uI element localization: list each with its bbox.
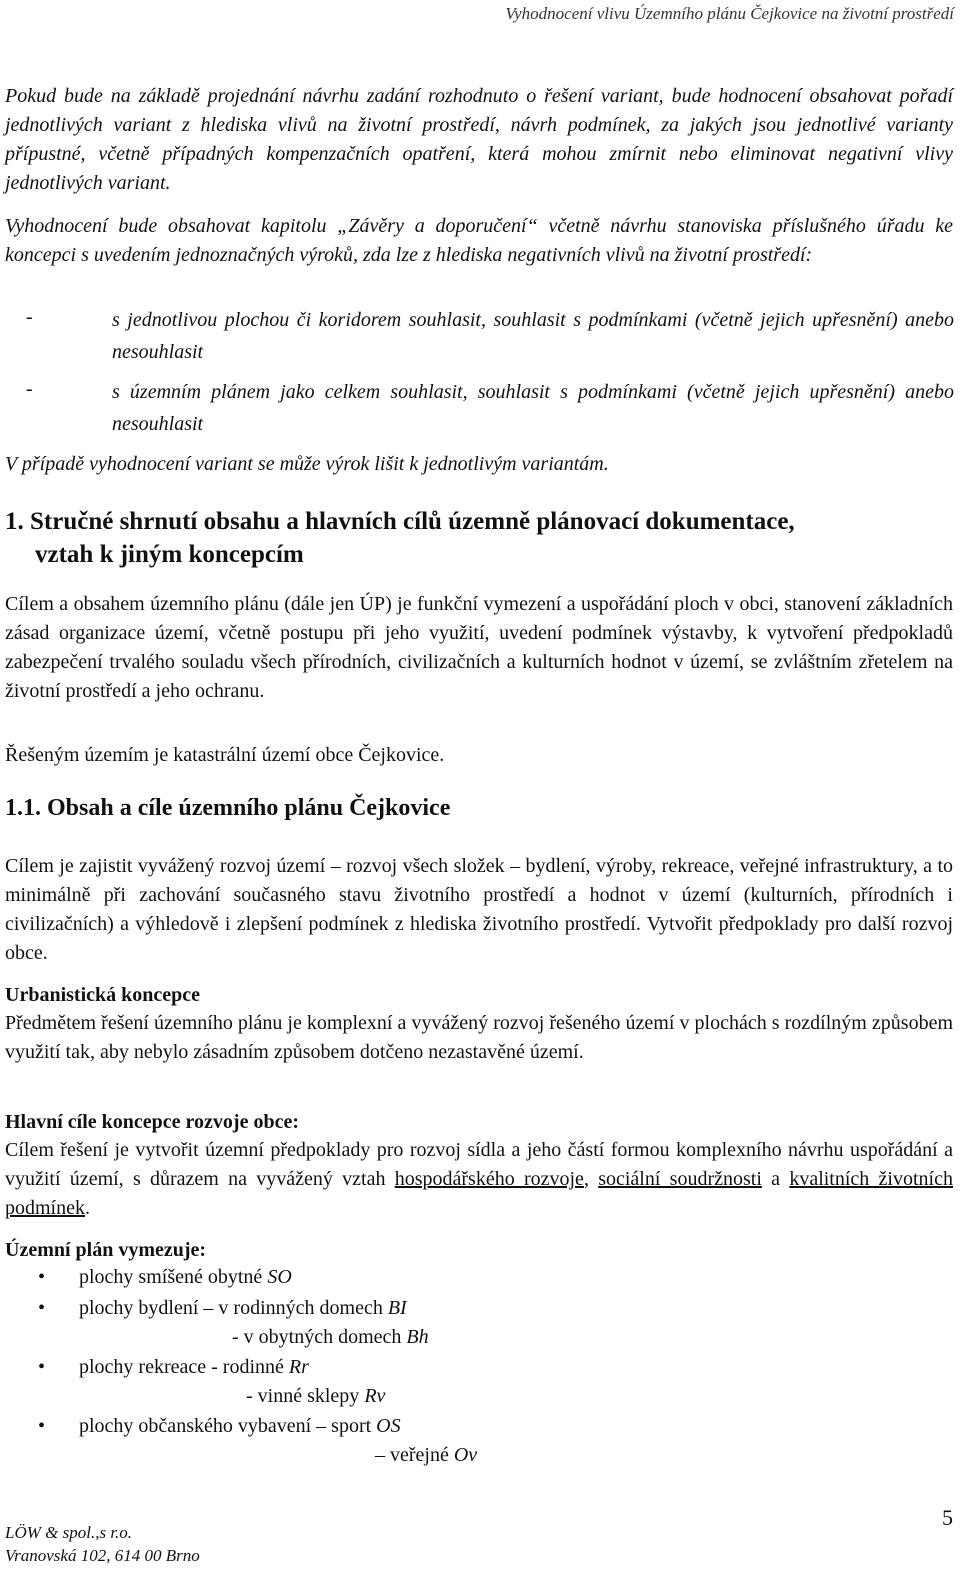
intro-paragraph: Pokud bude na základě projednání návrhu zadání rozhodnuto o řešení variant, bude hodnocení obsahovat pořadí jednotlivých variant z hlediska vlivů na životní prostředí, návrh podmínek, za jakých jsou jednotlivé varianty přípustné, včetně případných kompenzačních opatření, která mohou zmírnit nebo eliminovat negativní vlivy jednotlivých variant. (5, 85, 953, 194)
plan-heading: Územní plán vymezuje: (5, 1239, 207, 1261)
urban-paragraph: Předmětem řešení územního plánu je komplexní a vyvážený rozvoj řešeného území v plochách s rozdílným způsobem využití tak, aby nebylo zásadním způsobem dotčeno nezastavěné území. (5, 1012, 953, 1063)
section-1-heading-line1: 1. Stručné shrnutí obsahu a hlavních cílů územně plánovací dokumentace, (5, 508, 795, 535)
goal-end: . (85, 1197, 90, 1219)
page-number: 5 (942, 1505, 953, 1530)
section-1-1-paragraph: Cílem je zajistit vyvážený rozvoj území – rozvoj všech složek – bydlení, výroby, rekreace, veřejné infrastruktury, a to minimálně při zachování současného stavu životního prostředí a hodnot v území (kulturních, přírodních i civilizačních) a výhledově i zlepšení podmínek z hlediska životního prostředí. Vytvořit předpoklady pro další rozvoj obce. (5, 855, 953, 964)
evaluation-paragraph: Vyhodnocení bude obsahovat kapitolu „Závěry a doporučení“ včetně návrhu stanoviska příslušného úřadu ke koncepci s uvedením jednoznačných výroků, zda lze z hlediska negativních vlivů na životní prostředí: (5, 215, 953, 266)
footer-company: LÖW & spol.,s r.o. (5, 1523, 133, 1542)
plan-item-rv: - vinné sklepy Rv (246, 1385, 386, 1407)
section-1-paragraph: Cílem a obsahem územního plánu (dále jen ÚP) je funkční vymezení a uspořádání ploch v obci, stanovení základních zásad organizace území, včetně postupu při jeho využití, uvedení podmínek výstavby, k vytvoření předpokladů zabezpečení trvalého souladu všech přírodních, civilizačních a kulturních hodnot v území, se zvláštním zřetelem na životní prostředí a jeho ochranu. (5, 593, 953, 702)
bullet-icon: • (38, 1266, 46, 1288)
plan-item-so: plochy smíšené obytné SO (79, 1266, 292, 1288)
footer-address: Vranovská 102, 614 00 Brno (5, 1546, 200, 1565)
section-1-heading (5, 505, 955, 571)
bullet-icon: • (38, 1297, 46, 1319)
goals-text: Cílem řešení je vytvořit územní předpoklady pro rozvoj sídla a jeho částí formou komplexního návrhu uspořádání a využití území, s důrazem na vyvážený vztah (5, 1139, 953, 1190)
goal-economic: hospodářského rozvoje (394, 1168, 584, 1190)
plan-item-bh: - v obytných domech Bh (232, 1326, 429, 1348)
running-header: Vyhodnocení vlivu Územního plánu Čejkovice na životní prostředí (505, 4, 954, 23)
bullet-icon: • (38, 1415, 46, 1437)
goals-paragraph (5, 1136, 953, 1223)
plan-item-rr: plochy rekreace - rodinné Rr (79, 1356, 309, 1378)
urban-heading: Urbanistická koncepce (5, 984, 200, 1006)
goal-sep: , (583, 1168, 599, 1190)
goal-sep: a (761, 1168, 790, 1190)
goals-heading: Hlavní cíle koncepce rozvoje obce: (5, 1111, 300, 1133)
plan-item-os: plochy občanského vybavení – sport OS (79, 1415, 401, 1437)
dash-marker: - (26, 378, 33, 400)
goal-living: kvalitních životních podmínek (5, 1168, 953, 1219)
territory-statement: Řešeným územím je katastrální území obce Čejkovice. (5, 744, 445, 766)
section-1-heading-line2: vztah k jiným koncepcím (35, 541, 304, 568)
dash-marker: - (26, 306, 33, 328)
list-item: s jednotlivou plochou či koridorem souhlasit, souhlasit s podmínkami (včetně jejich upřesnění) anebo nesouhlasit (112, 309, 954, 363)
goal-social: sociální soudržnosti (598, 1168, 762, 1190)
section-1-1-heading: 1.1. Obsah a cíle územního plánu Čejkovice (5, 795, 451, 821)
variant-note: V případě vyhodnocení variant se může výrok lišit k jednotlivým variantám. (5, 453, 609, 475)
bullet-icon: • (38, 1356, 46, 1378)
plan-item-bi: plochy bydlení – v rodinných domech BI (79, 1297, 407, 1319)
plan-item-ov: – veřejné Ov (375, 1444, 478, 1466)
list-item: s územním plánem jako celkem souhlasit, souhlasit s podmínkami (včetně jejich upřesnění) anebo nesouhlasit (112, 381, 954, 435)
